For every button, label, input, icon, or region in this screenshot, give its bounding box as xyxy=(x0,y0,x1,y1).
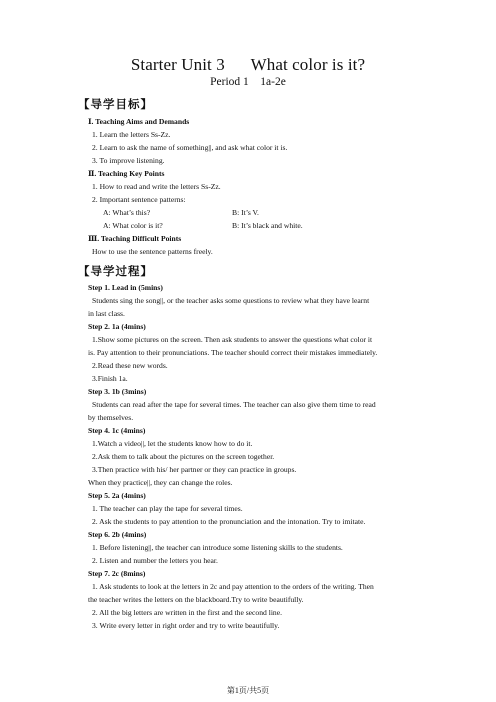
step-heading: Step 6. 2b (4mins) xyxy=(88,530,147,539)
text-line: 1.Watch a video||, let the students know how to do it. xyxy=(92,439,253,448)
text-line: the teacher writes the letters on the blackboard.Try to write beautifully. xyxy=(88,595,304,604)
heading-teaching-aims: Ⅰ. Teaching Aims and Demands xyxy=(88,117,190,126)
text-line: 1. Before listening||, the teacher can introduce some listening skills to the students. xyxy=(92,543,343,552)
step-heading: Step 7. 2c (8mins) xyxy=(88,569,146,578)
text-line: Students sing the song||, or the teacher asks some questions to review what they have learnt xyxy=(92,296,370,305)
section-heading-process: 【导学过程】 xyxy=(78,264,153,278)
text-line: 3. Write every letter in right order and try to write beautifully. xyxy=(92,621,280,630)
text-line: 2. Important sentence patterns: xyxy=(92,195,186,204)
page-number: 第1页/共5页 xyxy=(226,686,270,695)
text-line: 3. To improve listening. xyxy=(92,156,165,165)
text-line: 1. Learn the letters Ss-Zz. xyxy=(92,130,171,139)
text-line: B: It’s black and white. xyxy=(232,221,303,230)
text-line: is. Pay attention to their pronunciations. The teacher should correct their mistakes immediately. xyxy=(88,348,378,357)
text-line: 3.Then practice with his/ her partner or they can practice in groups. xyxy=(92,465,297,474)
heading-key-points: Ⅱ. Teaching Key Points xyxy=(88,169,165,178)
text-line: 3.Finish 1a. xyxy=(92,374,128,383)
text-line: 1. The teacher can play the tape for several times. xyxy=(92,504,243,513)
text-line: A: What’s this? xyxy=(103,208,151,217)
text-line: by themselves. xyxy=(88,413,134,422)
text-line: 2.Ask them to talk about the pictures on the screen together. xyxy=(92,452,275,461)
section-heading-goals: 【导学目标】 xyxy=(78,97,153,111)
text-line: 1.Show some pictures on the screen. Then ask students to answer the questions what color it xyxy=(92,335,373,344)
text-line: 2. Learn to ask the name of something||, and ask what color it is. xyxy=(92,143,288,152)
document-title: Starter Unit 3 What color is it? xyxy=(130,55,366,74)
text-line: Students can read after the tape for several times. The teacher can also give them time to read xyxy=(92,400,376,409)
text-line: 2.Read these new words. xyxy=(92,361,168,370)
text-line: 2. Listen and number the letters you hear. xyxy=(92,556,218,565)
step-heading: Step 5. 2a (4mins) xyxy=(88,491,146,500)
heading-difficult-points: Ⅲ. Teaching Difficult Points xyxy=(88,234,182,243)
step-heading: Step 1. Lead in (5mins) xyxy=(88,283,163,292)
step-heading: Step 3. 1b (3mins) xyxy=(88,387,147,396)
document-subtitle: Period 1 1a-2e xyxy=(210,76,286,88)
text-line: 1. How to read and write the letters Ss-Zz. xyxy=(92,182,221,191)
text-line: 1. Ask students to look at the letters in 2c and pay attention to the orders of the writing. Then xyxy=(92,582,374,591)
text-line: How to use the sentence patterns freely. xyxy=(92,247,213,256)
text-line: When they practice||, they can change the roles. xyxy=(88,478,233,487)
step-heading: Step 4. 1c (4mins) xyxy=(88,426,146,435)
text-line: 2. Ask the students to pay attention to the pronunciation and the intonation. Try to imitate. xyxy=(92,517,366,526)
text-line: A: What color is it? xyxy=(103,221,163,230)
text-line: 2. All the big letters are written in the first and the second line. xyxy=(92,608,283,617)
text-line: in last class. xyxy=(88,309,125,318)
step-heading: Step 2. 1a (4mins) xyxy=(88,322,146,331)
text-line: B: It’s V. xyxy=(232,208,259,217)
